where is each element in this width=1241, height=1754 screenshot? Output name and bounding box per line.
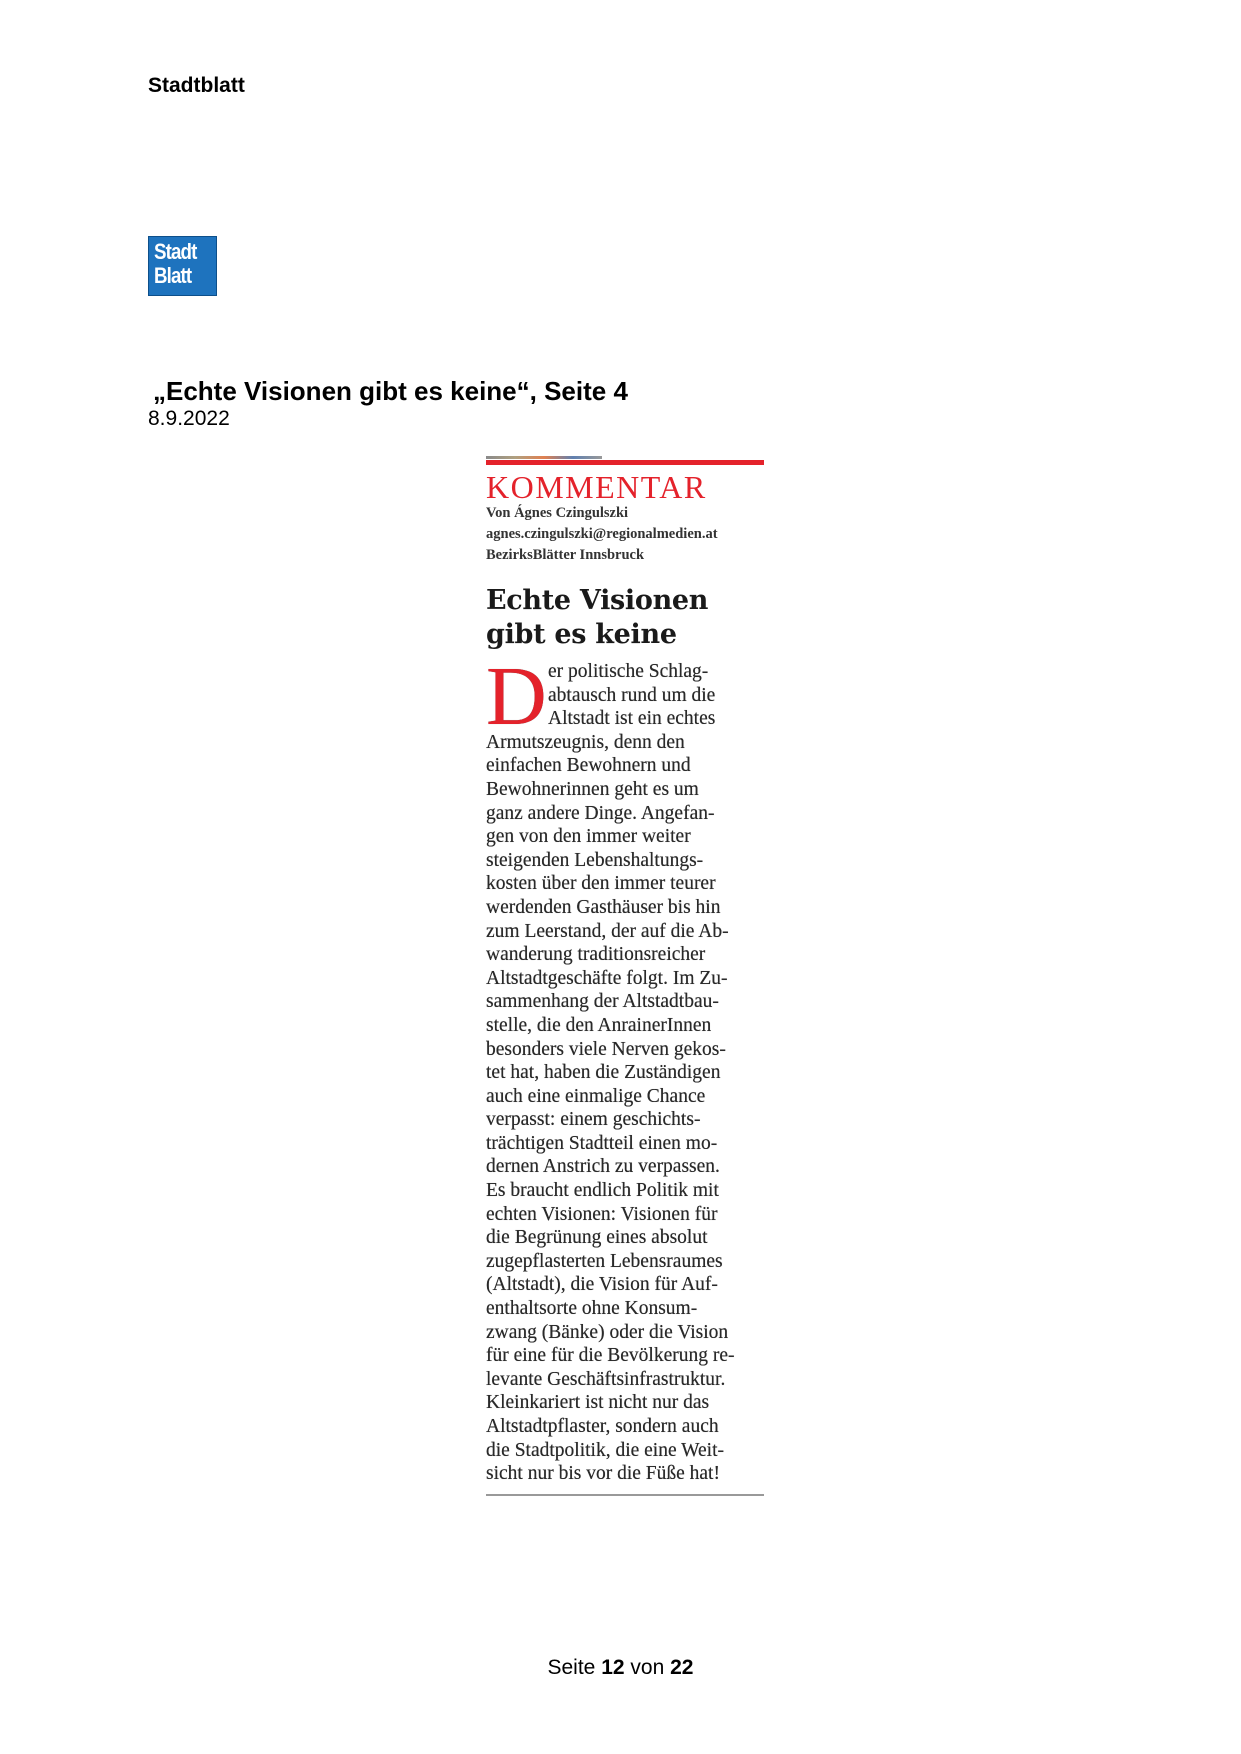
body-line: ganz andere Dinge. Angefan- xyxy=(486,802,715,824)
body-line: stelle, die den AnrainerInnen xyxy=(486,1014,712,1036)
entry-date: 8.9.2022 xyxy=(148,407,230,430)
article-body xyxy=(486,650,764,1486)
footer-mid: von xyxy=(630,1656,665,1679)
page-footer xyxy=(0,1656,1241,1680)
body-line: verpasst: einem geschichts- xyxy=(486,1109,701,1131)
body-line: einfachen Bewohnern und xyxy=(486,755,691,777)
red-top-rule xyxy=(486,460,764,465)
article-clipping xyxy=(486,460,764,1496)
body-line: die Begrünung eines absolut xyxy=(486,1227,708,1249)
article-headline xyxy=(486,584,764,652)
current-page: 12 xyxy=(601,1656,625,1679)
headline-line: gibt es keine xyxy=(486,619,677,650)
body-line: echten Visionen: Visionen für xyxy=(486,1203,718,1225)
body-line: abtausch rund um die xyxy=(548,684,716,706)
body-line: enthaltsorte ohne Konsum- xyxy=(486,1298,698,1320)
body-line: wanderung traditionsreicher xyxy=(486,944,706,966)
body-line: levante Geschäftsinfrastruktur. xyxy=(486,1368,726,1390)
body-line: die Stadtpolitik, die eine Weit- xyxy=(486,1439,724,1461)
body-line: zwang (Bänke) oder die Vision xyxy=(486,1321,729,1343)
publication-name: Stadtblatt xyxy=(148,74,245,97)
body-line: besonders viele Nerven gekos- xyxy=(486,1038,726,1060)
footer-prefix: Seite xyxy=(547,1656,596,1679)
bottom-rule xyxy=(486,1494,764,1496)
total-pages: 22 xyxy=(670,1656,694,1679)
drop-cap: D xyxy=(486,650,547,743)
body-line: Altstadtgeschäfte folgt. Im Zu- xyxy=(486,967,728,989)
body-line: Altstadt ist ein echtes xyxy=(548,708,716,730)
logo-line-1: Stadt xyxy=(154,239,197,264)
body-line: Bewohnerinnen geht es um xyxy=(486,778,699,800)
body-line: steigenden Lebenshaltungs- xyxy=(486,849,704,871)
body-line: er politische Schlag- xyxy=(548,661,709,682)
logo-line-2: Blatt xyxy=(154,263,192,288)
body-line: kosten über den immer teurer xyxy=(486,873,716,895)
body-line: Altstadtpflaster, sondern auch xyxy=(486,1416,719,1437)
article-outlet: BezirksBlätter Innsbruck xyxy=(486,547,645,563)
body-line: sicht nur bis vor die Füße hat! xyxy=(486,1463,720,1485)
article-author: Von Ágnes Czingulszki xyxy=(486,505,629,521)
article-email: agnes.czingulszki@regionalmedien.at xyxy=(486,526,718,542)
body-line: Es braucht endlich Politik mit xyxy=(486,1180,719,1202)
stadtblatt-logo xyxy=(148,236,217,296)
clipping-edge xyxy=(486,456,602,459)
body-line: gen von den immer weiter xyxy=(486,826,691,848)
body-line: auch eine einmalige Chance xyxy=(486,1085,706,1107)
body-line: werdenden Gasthäuser bis hin xyxy=(486,896,721,918)
body-line: Kleinkariert ist nicht nur das xyxy=(486,1392,710,1414)
body-line: dernen Anstrich zu verpassen. xyxy=(486,1156,720,1178)
body-line: (Altstadt), die Vision für Auf- xyxy=(486,1274,718,1296)
body-line: trächtigen Stadtteil einen mo- xyxy=(486,1132,718,1154)
body-line: für eine für die Bevölkerung re- xyxy=(486,1345,735,1367)
body-line: sammenhang der Altstadtbau- xyxy=(486,991,719,1013)
headline-line: Echte Visionen xyxy=(486,585,709,616)
entry-title: „Echte Visionen gibt es keine“, Seite 4 xyxy=(153,376,628,406)
body-line: zum Leerstand, der auf die Ab- xyxy=(486,920,729,942)
body-line: zugepflasterten Lebensraumes xyxy=(486,1250,723,1272)
article-kicker: KOMMENTAR xyxy=(486,469,707,505)
body-line: tet hat, haben die Zuständigen xyxy=(486,1062,721,1084)
body-line: Armutszeugnis, denn den xyxy=(486,731,685,753)
